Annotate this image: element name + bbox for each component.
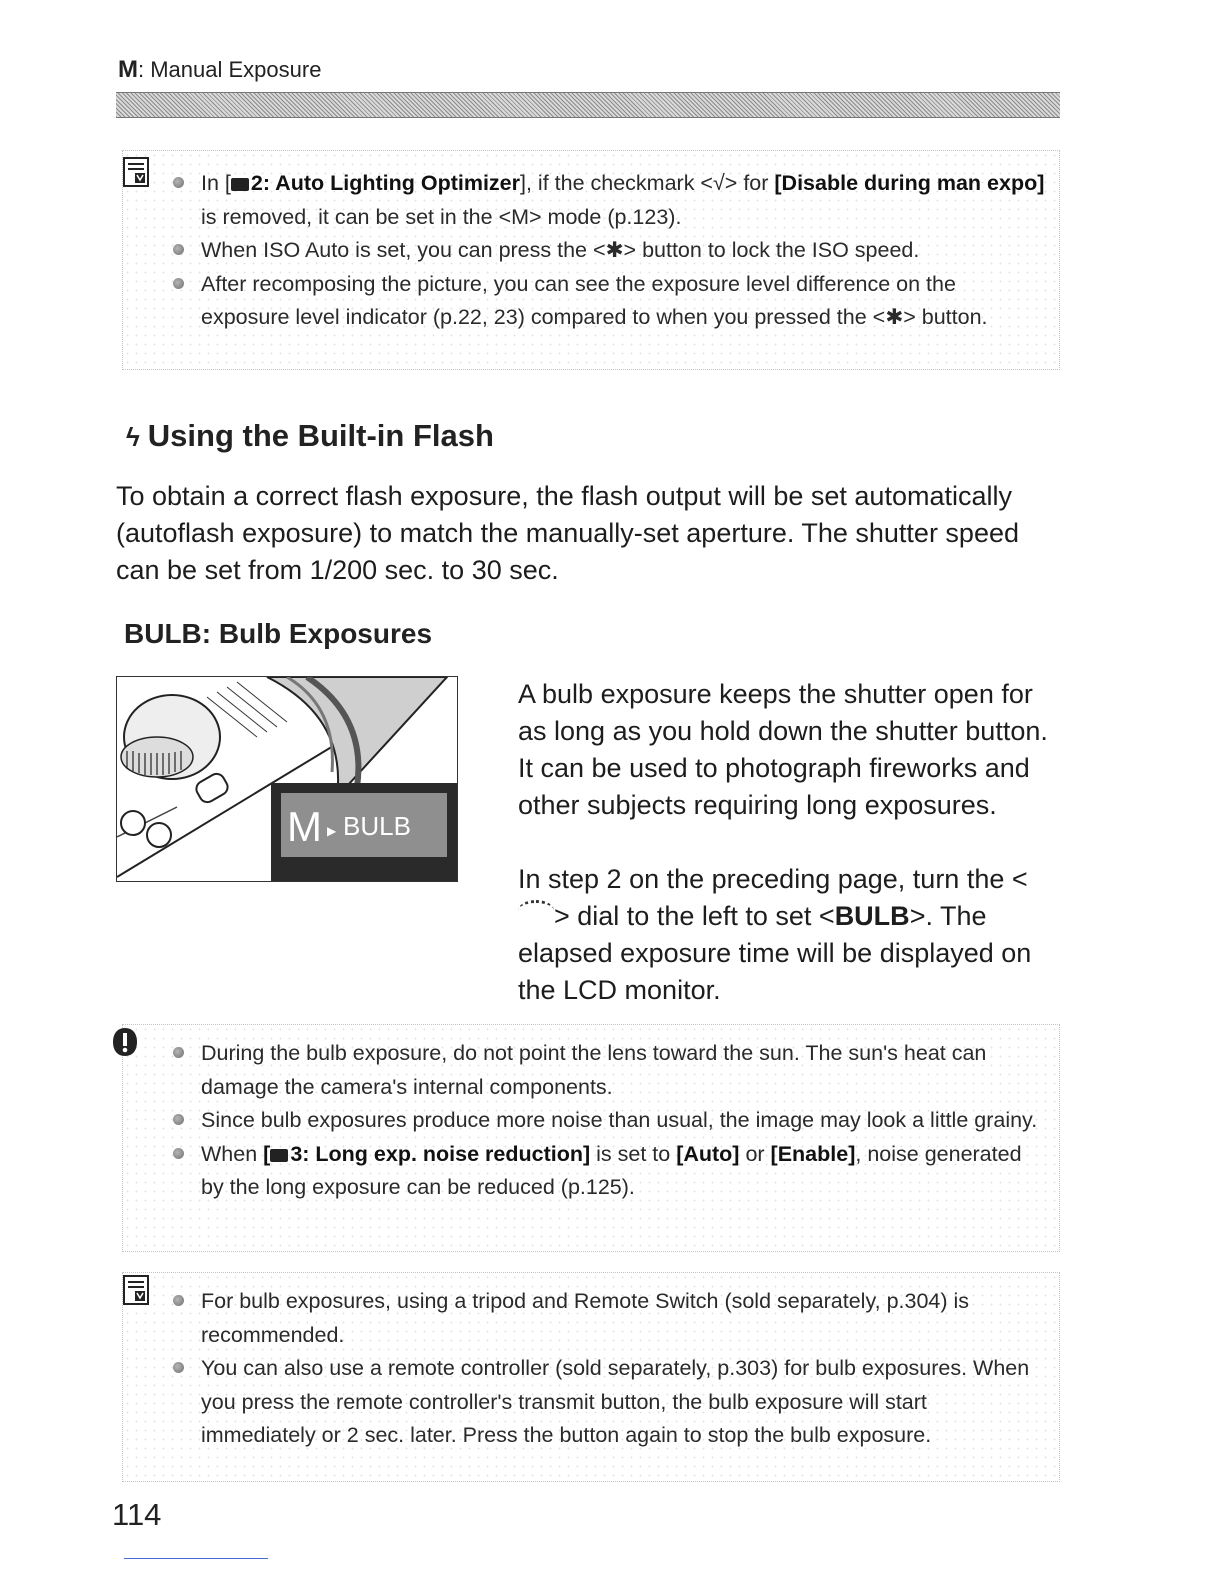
page-number: 114 — [112, 1497, 162, 1532]
caution-icon — [111, 1027, 139, 1057]
note-box-1 — [122, 150, 1060, 370]
bulb-paragraph-2: In step 2 on the preceding page, turn the <> dial to the left to set <BULB>. The elapsed exposure time will be displayed on the LCD monitor. — [518, 864, 1032, 1005]
note-2-item-2: You can also use a remote controller (sold separately, p.303) for bulb exposures. When you press the remote controller's transmit button, the bulb exposure will start immediately or 2 sec. later. Press the button again to stop the bulb exposure. — [167, 1352, 1047, 1453]
caution-box — [122, 1024, 1060, 1252]
note-2-list — [167, 1285, 1047, 1453]
note-1-item-1: In [ 2: Auto Lighting Optimizer], if the checkmark <√> for [Disable during man expo] is removed, it can be set in the <M> mode (p.123). — [167, 167, 1047, 234]
flash-paragraph: To obtain a correct flash exposure, the flash output will be set automatically (autoflash exposure) to match the manually-set aperture. The shutter speed can be set from 1/200 sec. to 30 sec. — [116, 481, 1019, 585]
note-2-item-1: For bulb exposures, using a tripod and Remote Switch (sold separately, p.304) is recommended. — [167, 1285, 1047, 1352]
camera-tab-icon — [270, 1149, 288, 1162]
footer-rule — [124, 1558, 268, 1559]
camera-tab-icon — [231, 178, 249, 191]
section-heading-flash: ϟ Using the Built-in Flash — [126, 418, 494, 453]
running-header — [118, 56, 321, 84]
bulb-paragraph-1: A bulb exposure keeps the shutter open for as long as you hold down the shutter button. It can be used to photograph fireworks and other subjects requiring long exposures. — [518, 679, 1048, 820]
caution-list — [167, 1037, 1047, 1205]
note-1-list — [167, 167, 1047, 335]
caution-item-3: When [ 3: Long exp. noise reduction] is set to [Auto] or [Enable], noise generated by the long exposure can be reduced (p.125). — [167, 1138, 1047, 1205]
camera-dial-drawing — [117, 677, 457, 881]
camera-dial-illustration — [116, 676, 458, 882]
header-rule — [116, 92, 1060, 118]
caution-item-1: During the bulb exposure, do not point the lens toward the sun. The sun's heat can damage the camera's internal components. — [167, 1037, 1047, 1104]
lcd-setting: BULB — [343, 811, 411, 841]
flash-icon: ϟ — [126, 422, 140, 452]
section-heading-bulb: BULB: Bulb Exposures — [124, 618, 433, 649]
header-title: : Manual Exposure — [138, 57, 322, 82]
lcd-mode: M — [287, 803, 322, 850]
mode-letter: M — [118, 56, 138, 83]
note-box-2 — [122, 1272, 1060, 1482]
note-1-item-2: When ISO Auto is set, you can press the <✱> button to lock the ISO speed. — [167, 234, 1047, 268]
lcd-arrow: ▶ — [327, 824, 337, 838]
main-dial-icon — [518, 900, 554, 921]
note-icon — [123, 1275, 149, 1305]
note-icon — [123, 157, 149, 187]
caution-item-2: Since bulb exposures produce more noise than usual, the image may look a little grainy. — [167, 1104, 1047, 1138]
note-1-item-3: After recomposing the picture, you can see the exposure level difference on the exposure level indicator (p.22, 23) compared to when you pressed the <✱> button. — [167, 268, 1047, 335]
